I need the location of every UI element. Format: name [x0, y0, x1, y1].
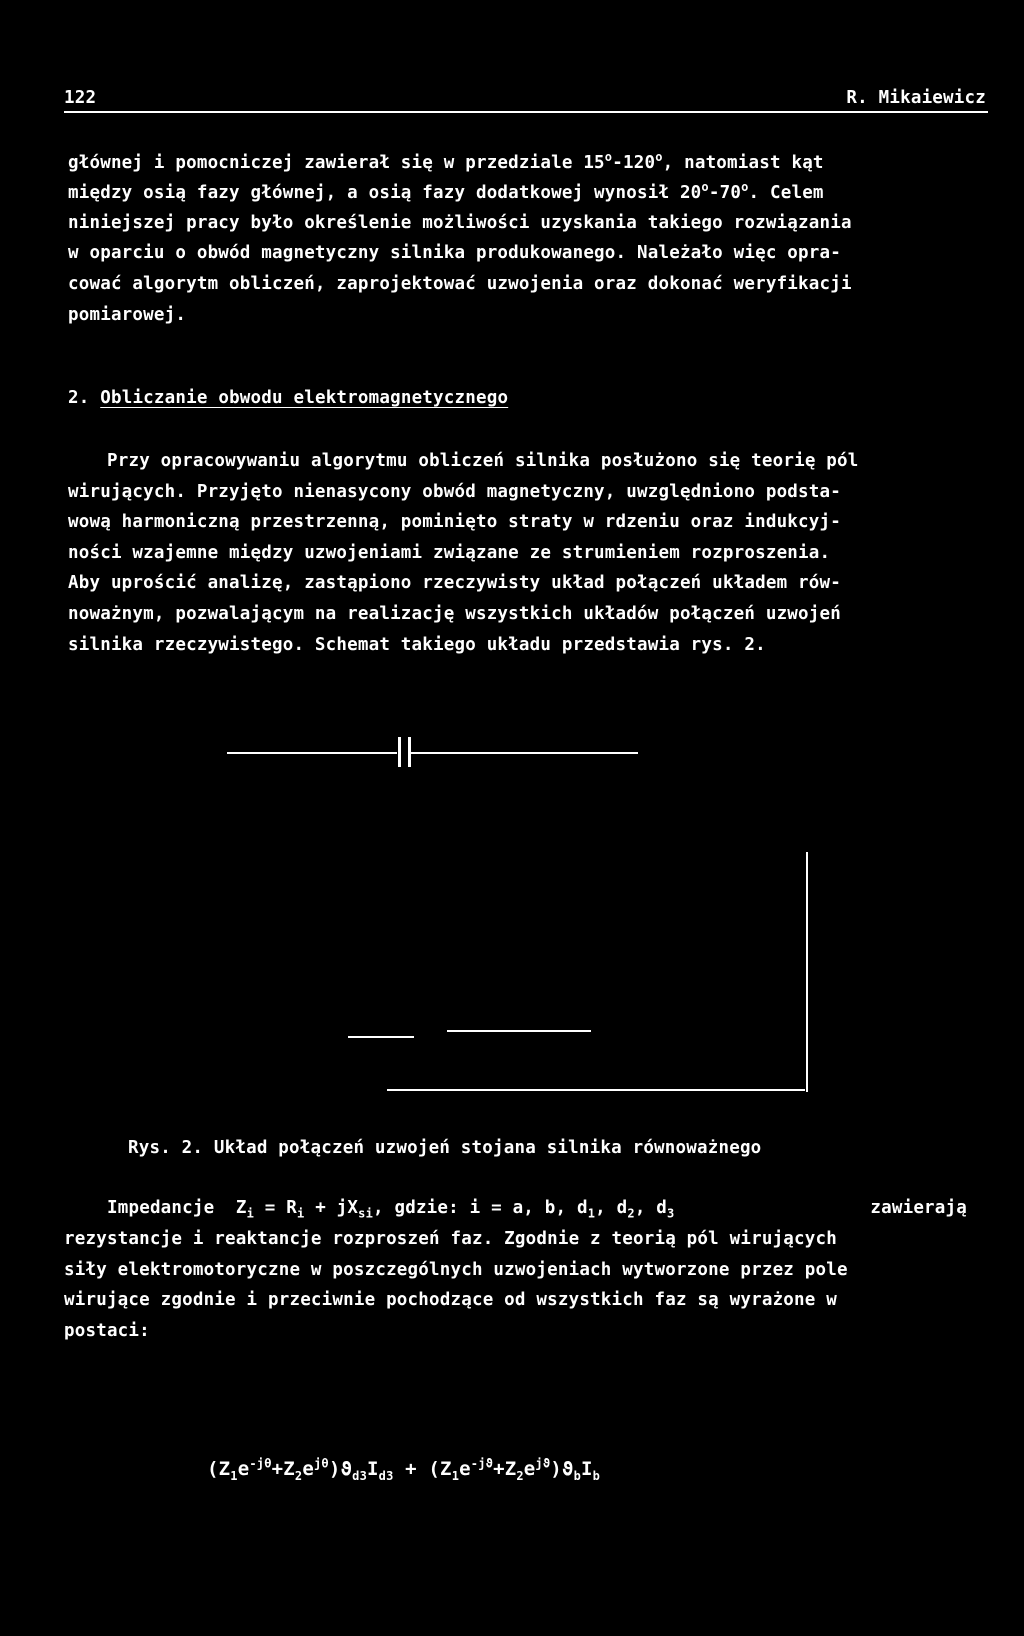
body-line-7: silnika rzeczywistego. Schemat takiego układu przedstawia rys. 2.: [68, 635, 766, 655]
body-line-5: Aby uprościć analizę, zastąpiono rzeczywisty układ połączeń układem rów-: [68, 573, 841, 593]
body-line-4: ności wzajemne między uzwojeniami związane ze strumieniem rozproszenia.: [68, 543, 831, 563]
circuit-wire-top-right: [411, 752, 638, 754]
intro-line-6: pomiarowej.: [68, 305, 187, 325]
section-title: Obliczanie obwodu elektromagnetycznego: [100, 388, 509, 408]
capacitor-plate-left: [398, 737, 401, 767]
page-number: 122: [64, 88, 97, 108]
circuit-wire-top-left: [227, 752, 397, 754]
circuit-wire-bottom: [387, 1089, 805, 1091]
impedance-line: Impedancje $Z_i = R_i + jX_{si}$, gdzie: i = a, b, $d_1$, $d_2$, $d_3$ zawierają: [107, 1198, 967, 1221]
para2-line-2: siły elektromotoryczne w poszczególnych uzwojeniach wytworzone przez pole: [64, 1260, 848, 1280]
header-rule: [64, 111, 988, 113]
para2-line-3: wirujące zgodnie i przeciwnie pochodzące od wszystkich faz są wyrażone w: [64, 1290, 837, 1310]
intro-line-5: cować algorytm obliczeń, zaprojektować uzwojenia oraz dokonać weryfikacji: [68, 274, 852, 294]
capacitor-plate-right: [408, 737, 411, 767]
intro-line-4: w oparciu o obwód magnetyczny silnika produkowanego. Należało więc opra-: [68, 243, 841, 263]
circuit-wire-vertical-right: [806, 852, 808, 1092]
body-line-6: noważnym, pozwalającym na realizację wszystkich układów połączeń uzwojeń: [68, 604, 841, 624]
equation: $(Z_1e^{-j\theta}+Z_2e^{j\theta})ϑ_{d3}I_{d3} + (Z_1e^{-jϑ}+Z_2e^{jϑ})ϑ_bI_b$: [207, 1456, 601, 1483]
body-line-3: wową harmoniczną przestrzenną, pominięto straty w rdzeniu oraz indukcyj-: [68, 512, 841, 532]
para2-line-1: rezystancje i reaktancje rozproszeń faz. Zgodnie z teorią pól wirujących: [64, 1229, 837, 1249]
figure-caption: Rys. 2. Układ połączeń uzwojeń stojana silnika równoważnego: [128, 1138, 762, 1158]
intro-line-2: między osią fazy głównej, a osią fazy dodatkowej wynosił 20$^o$-70$^o$. Celem: [68, 180, 824, 203]
para2-line-4: postaci:: [64, 1321, 150, 1341]
section-heading: [68, 388, 508, 408]
body-line-2: wirujących. Przyjęto nienasycony obwód magnetyczny, uwzględniono podsta-: [68, 482, 841, 502]
circuit-wire-mid-left: [348, 1036, 414, 1038]
intro-line-1: głównej i pomocniczej zawierał się w przedziale 15$^o$-120$^o$, natomiast kąt: [68, 150, 824, 173]
circuit-wire-mid-right: [447, 1030, 591, 1032]
section-number: 2.: [68, 388, 90, 408]
body-line-1: Przy opracowywaniu algorytmu obliczeń silnika posłużono się teorię pól: [107, 451, 859, 471]
running-header-author: R. Mikaiewicz: [846, 88, 986, 108]
intro-line-3: niniejszej pracy było określenie możliwości uzyskania takiego rozwiązania: [68, 213, 852, 233]
